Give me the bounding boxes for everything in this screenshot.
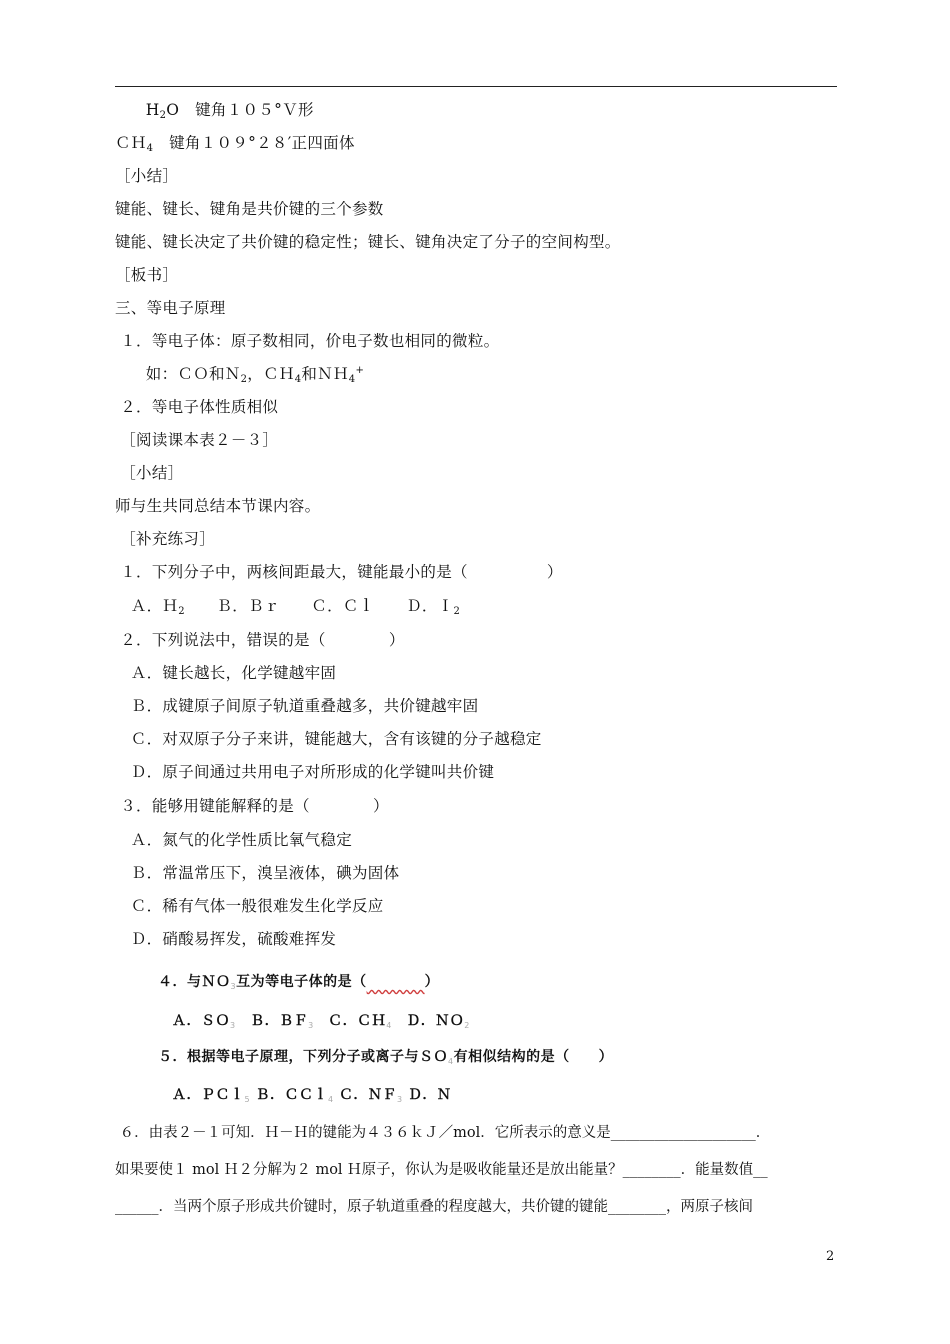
summary-text-3: 师与生共同总结本节课内容。: [115, 497, 321, 515]
isoelectronic-example: 如：ＣＯ和Ｎ2，ＣＨ4和ＮＨ4+: [130, 365, 365, 385]
question-4-options: Ａ．ＳＯ$_3$ Ｂ．ＢＦ$_3$ Ｃ．ＣＨ$_4$ Ｄ．ＮＯ$_2$: [172, 1013, 470, 1030]
question-4: ４．与ＮＯ$_3$互为等电子体的是（ ）: [158, 974, 440, 991]
question-2-option-b: Ｂ．成键原子间原子轨道重叠越多，共价键越牢固: [115, 697, 479, 715]
question-3: ３．能够用键能解释的是（ ）: [115, 797, 389, 815]
question-3-option-c: Ｃ．稀有气体一般很难发生化学反应: [115, 897, 384, 915]
question-1-options: Ａ．Ｈ2 Ｂ．Ｂｒ Ｃ．Ｃｌ Ｄ．Ｉ2: [115, 597, 461, 617]
question-2: ２．下列说法中，错误的是（ ）: [115, 631, 405, 649]
question-3-option-a: Ａ．氮气的化学性质比氧气稳定: [115, 831, 353, 849]
summary-heading-2: ［小结］: [115, 464, 184, 482]
page-number: 2: [826, 1249, 835, 1264]
question-5: ５．根据等电子原理，下列分子或离子与ＳＯ$_4$有相似结构的是（ ）: [158, 1049, 614, 1066]
exercise-heading: ［补充练习］: [115, 530, 216, 548]
summary-heading: ［小结］: [115, 167, 179, 185]
question-2-option-c: Ｃ．对双原子分子来讲，键能越大，含有该键的分子越稳定: [115, 730, 542, 748]
question-3-option-b: Ｂ．常温常压下，溴呈液体，碘为固体: [115, 864, 400, 882]
section-title: 三、等电子原理: [115, 299, 226, 317]
summary-text-2: 键能、键长决定了共价键的稳定性；键长、键角决定了分子的空间构型。: [115, 233, 621, 251]
h2o-bond-angle-line: H2O 键角１０５°Ｖ形: [130, 101, 314, 121]
isoelectronic-property: ２．等电子体性质相似: [115, 398, 279, 416]
question-5-options: Ａ．ＰＣｌ$_5$ Ｂ．ＣＣｌ$_4$ Ｃ．ＮＦ$_3$ Ｄ．Ｎ: [172, 1087, 452, 1104]
question-6-line-1: ６．由表２－１可知．Ｈ－Ｈ的键能为４３６ｋＪ／mol．它所表示的意义是____________________．: [115, 1125, 771, 1141]
ch4-bond-angle-line: ＣＨ4 键角１０９°２８′正四面体: [115, 134, 355, 154]
question-2-option-a: Ａ．键长越长，化学键越牢固: [115, 664, 337, 682]
question-1: １．下列分子中，两核间距最大，键能最小的是（ ）: [115, 563, 563, 581]
board-heading: ［板书］: [115, 266, 179, 284]
isoelectronic-definition: １．等电子体：原子数相同，价电子数也相同的微粒。: [115, 332, 500, 350]
reading-note: ［阅读课本表２－３］: [115, 431, 279, 449]
summary-text-1: 键能、键长、键角是共价键的三个参数: [115, 200, 384, 218]
question-2-option-d: Ｄ．原子间通过共用电子对所形成的化学键叫共价键: [115, 763, 495, 781]
question-6-line-2: 如果要使１ mol Ｈ２分解为２ mol Ｈ原子，你认为是吸收能量还是放出能量？________．能量数值__: [115, 1162, 768, 1178]
header-rule: [115, 86, 837, 87]
question-6-line-3: ______．当两个原子形成共价键时，原子轨道重叠的程度越大，共价键的键能________，两原子核间: [115, 1199, 753, 1215]
question-3-option-d: Ｄ．硝酸易挥发，硫酸难挥发: [115, 930, 337, 948]
